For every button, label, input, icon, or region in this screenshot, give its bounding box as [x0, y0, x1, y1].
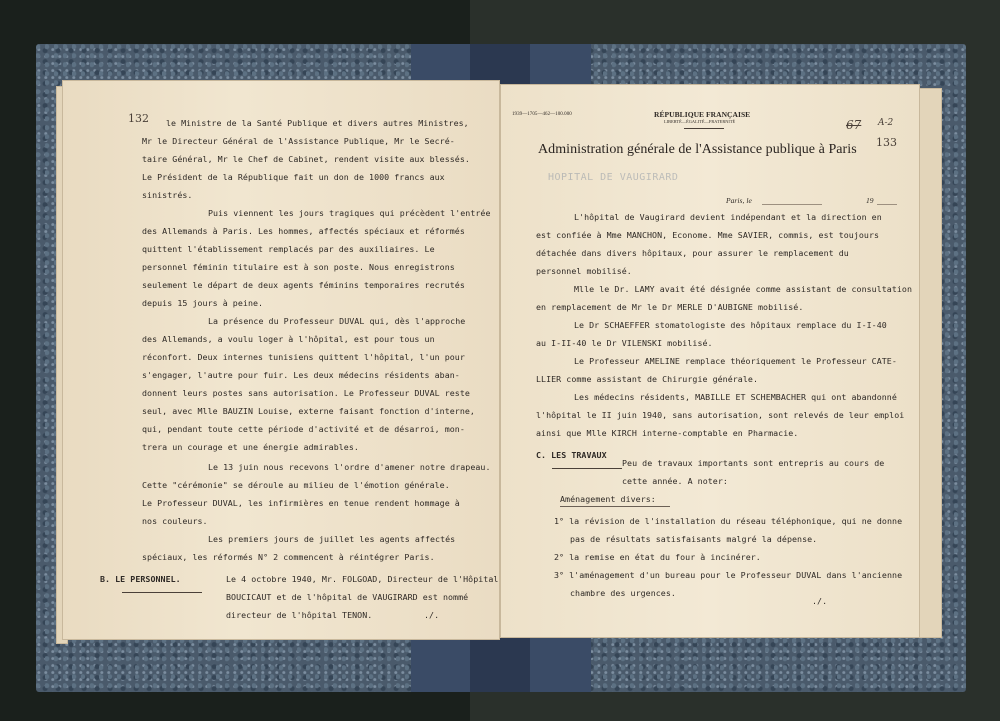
left-end-mark: ./. [424, 610, 440, 620]
year-prefix: 19 [866, 196, 874, 205]
right-page [500, 84, 920, 638]
left-line-1: le Ministre de la Santé Publique et divers autres Ministres, [166, 118, 469, 128]
right-line-10: LLIER comme assistant de Chirurgie générale. [536, 374, 758, 384]
left-line-22: Le Professeur DUVAL, les infirmières en tenue rendent hommage à [142, 498, 460, 508]
right-line-5: Mlle le Dr. LAMY avait été désignée comme assistant de consultation [574, 284, 913, 294]
left-line-3: taire Général, Mr le Chef de Cabinet, rendent visite aux blessés. [142, 154, 470, 164]
left-line-12: La présence du Professeur DUVAL qui, dès l'approche [208, 316, 466, 326]
left-line-15: s'engager, l'autre pour fuir. Les deux médecins résidents aban- [142, 370, 460, 380]
right-line-3: détachée dans divers hôpitaux, pour assurer le remplacement du [536, 248, 849, 258]
left-line-4: Le Président de la République fait un don de 1000 francs aux [142, 172, 445, 182]
amenagement-underline [560, 506, 670, 507]
right-line-15: Peu de travaux importants sont entrepris au cours de [622, 458, 885, 468]
right-line-9: Le Professeur AMELINE remplace théoriquement le Professeur CATE- [574, 356, 897, 366]
left-line-17: seul, avec Mlle BAUZIN Louise, externe faisant fonction d'interne, [142, 406, 475, 416]
left-line-27: Le 4 octobre 1940, Mr. FOLGOAD, Directeur de l'Hôpital [226, 574, 499, 584]
struck-page-number: 67 [846, 118, 862, 132]
left-line-6: Puis viennent les jours tragiques qui précèdent l'entrée [208, 208, 491, 218]
right-line-7: Le Dr SCHAEFFER stomatologiste des hôpitaux remplace du I-I-40 [574, 320, 887, 330]
right-line-8: au I-II-40 le Dr VILENSKI mobilisé. [536, 338, 713, 348]
motto-rule [684, 128, 724, 129]
left-line-5: sinistrés. [142, 190, 193, 200]
document-title: Administration générale de l'Assistance publique à Paris [538, 142, 857, 157]
section-underline [122, 592, 202, 593]
right-line-20: 2° la remise en état du four à incinérer. [554, 552, 761, 562]
left-line-19: trera un courage et une énergie admirables. [142, 442, 359, 452]
place-date: Paris, le [726, 196, 752, 205]
left-line-8: quittent l'établissement remplacés par des auxiliaires. Le [142, 244, 435, 254]
section-heading-personnel: B. LE PERSONNEL. [100, 574, 181, 584]
left-line-18: qui, pendant toute cette période d'activité et de désarroi, mon- [142, 424, 465, 434]
left-line-11: depuis 15 jours à peine. [142, 298, 264, 308]
left-line-24: Les premiers jours de juillet les agents affectés [208, 534, 456, 544]
right-line-19: pas de résultats satisfaisants malgré la dépense. [570, 534, 818, 544]
print-code: 1939—1705—462—100.000 [512, 112, 572, 117]
right-line-21: 3° l'aménagement d'un bureau pour le Professeur DUVAL dans l'ancienne [554, 570, 903, 580]
left-line-9: personnel féminin titulaire est à son poste. Nous enregistrons [142, 262, 455, 272]
right-line-18: 1° la révision de l'installation du réseau téléphonique, qui ne donne [554, 516, 903, 526]
right-line-13: ainsi que Mlle KIRCH interne-comptable en Pharmacie. [536, 428, 799, 438]
left-line-20: Le 13 juin nous recevons l'ordre d'amener notre drapeau. [208, 462, 491, 472]
right-line-6: en remplacement de Mr le Dr MERLE D'AUBIGNE mobilisé. [536, 302, 804, 312]
left-line-25: spéciaux, les réformés N° 2 commencent à réintégrer Paris. [142, 552, 435, 562]
old-mark: A-2 [878, 118, 894, 128]
right-line-16: cette année. A noter: [622, 476, 728, 486]
left-line-28: BOUCICAUT et de l'hôpital de VAUGIRARD est nommé [226, 592, 469, 602]
right-end-mark: ./. [812, 596, 828, 606]
right-page-edges [918, 88, 942, 638]
right-line-4: personnel mobilisé. [536, 266, 632, 276]
left-line-29: directeur de l'hôpital TENON. [226, 610, 373, 620]
left-line-23: nos couleurs. [142, 516, 208, 526]
left-line-21: Cette "cérémonie" se déroule au milieu de l'émotion générale. [142, 480, 450, 490]
right-line-11: Les médecins résidents, MABILLE ET SCHEMBACHER qui ont abandonné [574, 392, 897, 402]
left-line-13: des Allemands, a voulu loger à l'hôpital, est pour tous un [142, 334, 435, 344]
left-page-number: 132 [128, 112, 149, 125]
right-line-22: chambre des urgences. [570, 588, 676, 598]
left-line-2: Mr le Directeur Général de l'Assistance Publique, Mr le Secré- [142, 136, 455, 146]
date-blank [762, 204, 822, 205]
section-heading-travaux: C. LES TRAVAUX [536, 450, 607, 460]
left-line-7: des Allemands à Paris. Les hommes, affectés spéciaux et réformés [142, 226, 465, 236]
left-line-14: réconfort. Deux internes tunisiens quittent l'hôpital, l'un pour [142, 352, 465, 362]
right-page-number: 133 [876, 136, 897, 149]
hospital-stamp: HOPITAL DE VAUGIRARD [548, 172, 679, 183]
republic-heading: RÉPUBLIQUE FRANÇAISE [654, 110, 751, 119]
left-page [62, 80, 500, 640]
right-line-2: est confiée à Mme MANCHON, Econome. Mme SAVIER, commis, est toujours [536, 230, 880, 240]
subheading-amenagement: Aménagement divers: [560, 494, 656, 504]
left-line-10: seulement le départ de deux agents féminins temporaires recrutés [142, 280, 465, 290]
republic-motto: LIBERTÉ—ÉGALITÉ—FRATERNITÉ [664, 119, 736, 124]
year-blank [877, 204, 897, 205]
left-line-16: donnent leurs postes sans autorisation. Le Professeur DUVAL reste [142, 388, 470, 398]
right-line-12: l'hôpital le II juin 1940, sans autorisation, sont relevés de leur emploi [536, 410, 905, 420]
travaux-underline [552, 468, 622, 469]
right-line-1: L'hôpital de Vaugirard devient indépendant et la direction en [574, 212, 882, 222]
